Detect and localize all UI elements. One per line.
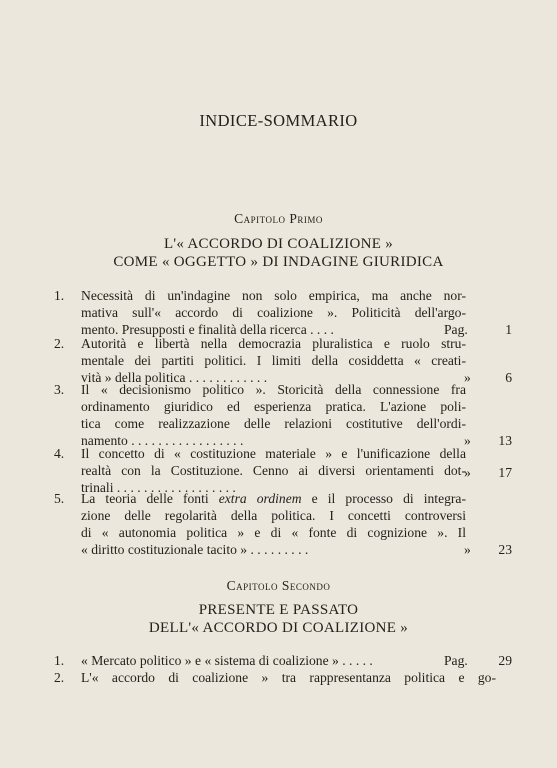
entry-text xyxy=(81,287,466,338)
chapter-title xyxy=(0,235,557,271)
entry-line: realtà con la Costituzione. Cenno ai diversi orientamenti dot- xyxy=(81,463,466,478)
entry-line: mativa sull'« accordo di coalizione ». Politicità dell'argo- xyxy=(81,305,466,320)
page-prefix: » xyxy=(464,465,471,480)
entry-number: 2. xyxy=(54,670,65,685)
page-prefix: » xyxy=(464,370,471,385)
page-title: INDICE-SOMMARIO xyxy=(199,111,358,130)
page-number: 13 xyxy=(498,433,512,448)
chapter-title-line: COME « OGGETTO » DI INDAGINE GIURIDICA xyxy=(113,254,444,270)
entry-line: zione delle regolarità della politica. I concetti controversi xyxy=(81,508,466,523)
emphasis: extra ordinem xyxy=(218,491,302,506)
entry-line: mentale dei partiti politici. I limiti della cosiddetta « creati- xyxy=(81,353,466,368)
entry-line: Il concetto di « costituzione materiale » e l'unificazione della xyxy=(81,446,466,461)
entry-text xyxy=(81,381,466,449)
entry-line: « Mercato politico » e « sistema di coalizione » . . . . . xyxy=(81,653,373,668)
page-number: 23 xyxy=(498,542,512,557)
entry-text xyxy=(81,445,466,496)
entry-number: 2. xyxy=(54,336,65,351)
chapter-title-line: DELL'« ACCORDO DI COALIZIONE » xyxy=(148,620,409,636)
page-number: 29 xyxy=(498,653,512,668)
entry-text xyxy=(81,490,466,558)
entry-line: di « autonomia politica » e di « fonte di cognizione ». Il xyxy=(81,525,466,540)
entry-line: namento . . . . . . . . . . . . . . . . . xyxy=(81,433,244,448)
entry-number: 5. xyxy=(54,491,65,506)
page-number: 17 xyxy=(498,465,512,480)
entry-line: mento. Presupposti e finalità della ricerca . . . . xyxy=(81,322,334,337)
chapter-title xyxy=(0,601,557,637)
page-prefix: » xyxy=(464,542,471,557)
entry-number: 1. xyxy=(54,653,65,668)
entry-line: ordinamento giuridico ed esperienza pratica. L'azione poli- xyxy=(81,399,466,414)
entry-line: tica come realizzazione delle relazioni costitutive dell'ordi- xyxy=(81,416,466,431)
entry-text xyxy=(81,669,496,686)
entry-line: Necessità di un'indagine non solo empirica, ma anche nor- xyxy=(81,288,466,303)
page-prefix: Pag. xyxy=(444,653,468,668)
chapter-title-line: PRESENTE E PASSATO xyxy=(198,602,359,618)
entry-number: 3. xyxy=(54,382,65,397)
entry-line: vità » della politica . . . . . . . . . . . . xyxy=(81,370,268,385)
chapter-title-line: L'« ACCORDO DI COALIZIONE » xyxy=(163,236,394,252)
chapter-label: Capitolo Primo xyxy=(234,211,323,226)
page-number: 1 xyxy=(505,322,512,337)
chapter-label: Capitolo Secondo xyxy=(226,578,331,593)
entry-line: L'« accordo di coalizione » tra rappresentanza politica e go- xyxy=(81,670,496,685)
entry-line: La teoria delle fonti extra ordinem e il processo di integra- xyxy=(81,491,466,506)
entry-line: Il « decisionismo politico ». Storicità della connessione fra xyxy=(81,382,466,397)
page-number: 6 xyxy=(505,370,512,385)
entry-number: 1. xyxy=(54,288,65,303)
entry-line: trinali . . . . . . . . . . . . . . . . . . xyxy=(81,480,236,495)
page-prefix: » xyxy=(464,433,471,448)
entry-number: 4. xyxy=(54,446,65,461)
entry-text xyxy=(81,652,466,669)
page-prefix: Pag. xyxy=(444,322,468,337)
entry-text xyxy=(81,335,466,386)
entry-line: Autorità e libertà nella democrazia pluralistica e ruolo stru- xyxy=(81,336,466,351)
entry-line: « diritto costituzionale tacito » . . . . . . . . . xyxy=(81,542,309,557)
